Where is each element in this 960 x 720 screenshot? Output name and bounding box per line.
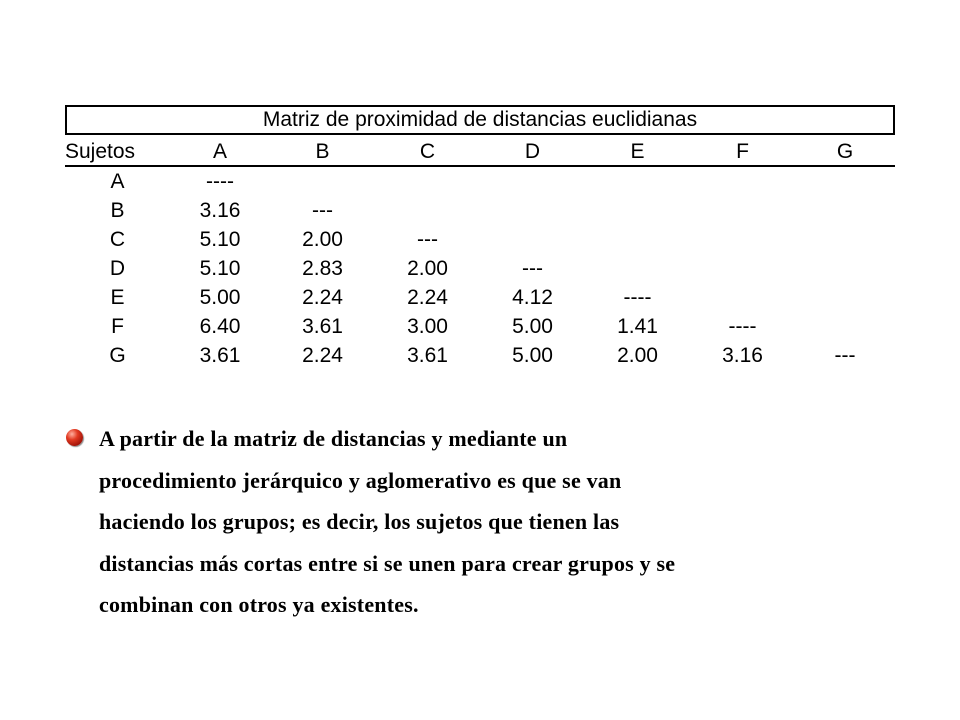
matrix-cell — [795, 225, 895, 254]
bullet-text-line: distancias más cortas entre si se unen para crear grupos y se — [99, 550, 676, 576]
matrix-cell — [795, 283, 895, 312]
matrix-cell: 2.83 — [302, 256, 343, 280]
table-row — [65, 225, 895, 254]
bullet-text-line: haciendo los grupos; es decir, los sujetos que tienen las — [99, 509, 620, 534]
red-bullet-icon — [66, 429, 83, 446]
matrix-cell: 3.16 — [722, 343, 763, 367]
matrix-cell — [795, 166, 895, 196]
matrix-cell — [690, 254, 795, 283]
matrix-cell — [690, 196, 795, 225]
column-header-a: A — [170, 139, 270, 166]
matrix-cell: ---- — [206, 169, 234, 193]
matrix-cell: 1.41 — [617, 314, 658, 338]
matrix-cell: --- — [312, 198, 333, 222]
matrix-cell — [480, 166, 585, 196]
matrix-cell: --- — [417, 227, 438, 251]
matrix-cell: 3.61 — [302, 314, 343, 338]
matrix-cell — [375, 196, 480, 225]
table-row — [65, 283, 895, 312]
matrix-cell — [585, 254, 690, 283]
matrix-cell — [375, 166, 480, 196]
matrix-cell: 6.40 — [199, 314, 241, 338]
table-row — [65, 196, 895, 225]
matrix-cell — [480, 225, 585, 254]
matrix-cell — [585, 196, 690, 225]
matrix-cell — [270, 166, 375, 196]
column-header-b: B — [270, 139, 375, 166]
matrix-cell: 3.16 — [199, 198, 241, 222]
table-row — [65, 254, 895, 283]
matrix-cell: ---- — [728, 314, 757, 338]
column-header-c: C — [375, 139, 480, 166]
matrix-cell: 5.00 — [199, 285, 241, 309]
matrix-cell: 2.24 — [407, 285, 448, 309]
matrix-cell: 2.24 — [302, 343, 343, 367]
column-header-g: G — [795, 139, 895, 166]
matrix-body — [65, 166, 895, 370]
matrix-cell: 5.00 — [512, 343, 553, 367]
matrix-cell — [585, 166, 690, 196]
row-label: B — [110, 198, 125, 222]
matrix-cell — [795, 254, 895, 283]
matrix-cell — [690, 166, 795, 196]
bullet-paragraph — [66, 418, 886, 626]
matrix-cell — [690, 225, 795, 254]
bullet-text — [99, 418, 886, 626]
column-header-sujetos: Sujetos — [65, 139, 170, 166]
matrix-cell: --- — [522, 256, 543, 280]
matrix-cell: 2.24 — [302, 285, 343, 309]
table-row — [65, 166, 895, 196]
matrix-cell: 2.00 — [617, 343, 658, 367]
matrix-cell: 5.10 — [199, 227, 241, 251]
matrix-header-row — [65, 139, 895, 166]
matrix-cell: ---- — [623, 285, 652, 309]
matrix-cell — [480, 196, 585, 225]
matrix-table — [65, 139, 895, 370]
matrix-cell: --- — [834, 343, 856, 367]
matrix-cell: 3.61 — [199, 343, 241, 367]
matrix-cell — [690, 283, 795, 312]
matrix-cell: 4.12 — [512, 285, 553, 309]
column-header-e: E — [585, 139, 690, 166]
column-header-d: D — [480, 139, 585, 166]
table-row — [65, 341, 895, 370]
row-label: D — [109, 256, 126, 280]
matrix-cell: 3.61 — [407, 343, 448, 367]
row-label: G — [109, 343, 126, 367]
matrix-cell — [795, 196, 895, 225]
row-label: F — [111, 314, 124, 338]
proximity-matrix — [65, 105, 895, 370]
matrix-cell: 5.10 — [199, 256, 241, 280]
matrix-cell: 2.00 — [407, 256, 448, 280]
matrix-cell — [795, 312, 895, 341]
bullet-text-line: procedimiento jerárquico y aglomerativo es que se van — [99, 467, 622, 493]
matrix-cell: 5.00 — [512, 314, 553, 338]
matrix-cell — [585, 225, 690, 254]
table-row — [65, 312, 895, 341]
bullet-text-line: A partir de la matriz de distancias y mediante un — [99, 426, 568, 451]
bullet-text-line: combinan con otros ya existentes. — [99, 592, 419, 617]
row-label: E — [110, 285, 125, 309]
column-header-f: F — [690, 139, 795, 166]
matrix-title: Matriz de proximidad de distancias euclidianas — [65, 105, 895, 135]
matrix-cell: 3.00 — [407, 314, 448, 338]
row-label: C — [109, 227, 126, 251]
row-label: A — [110, 169, 125, 193]
matrix-cell: 2.00 — [302, 227, 343, 251]
